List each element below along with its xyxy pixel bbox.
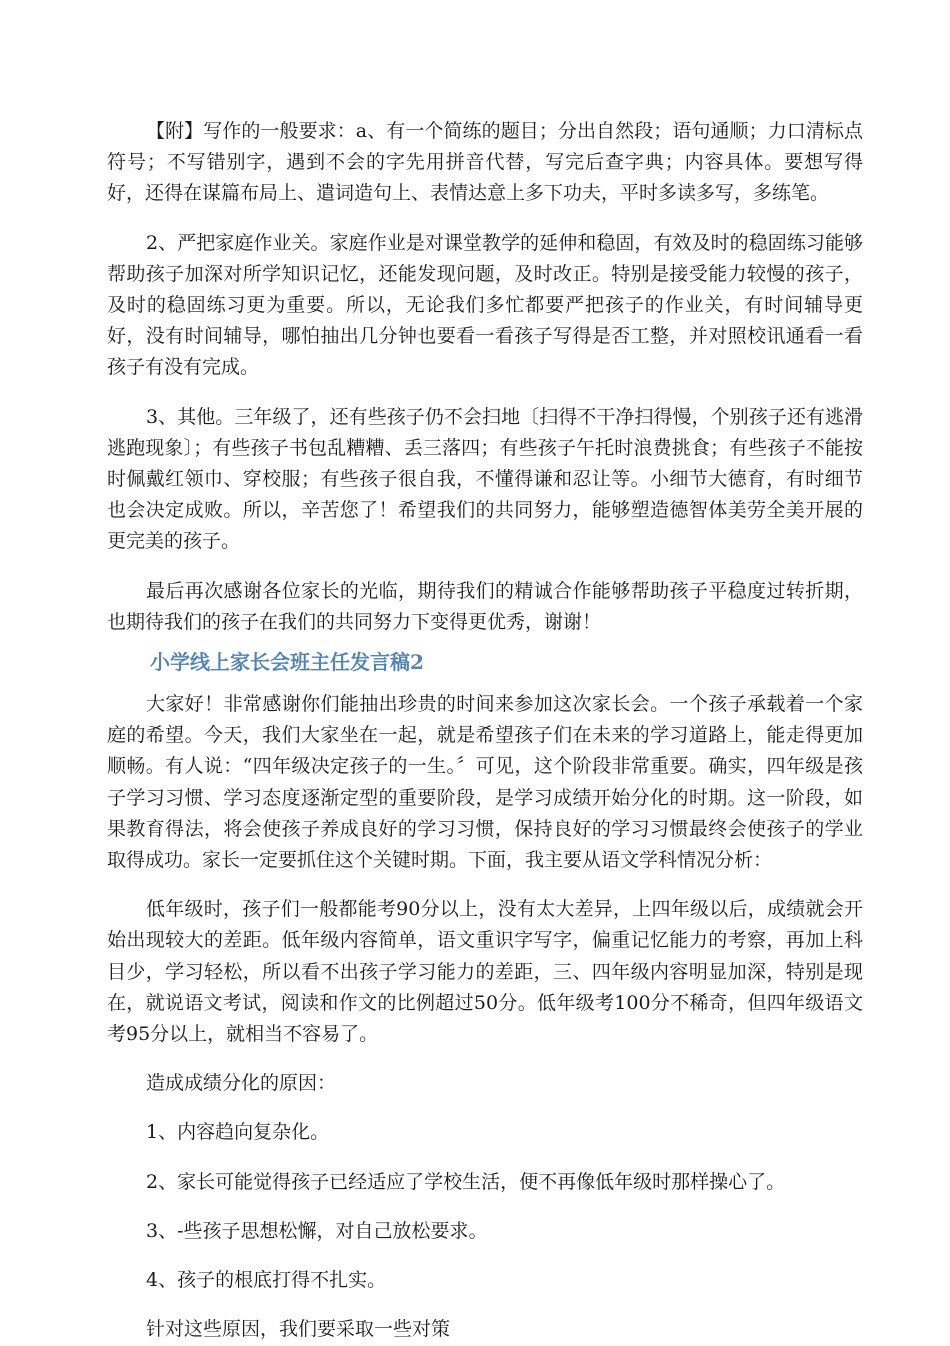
paragraph-measures-intro: 针对这些原因，我们要采取一些对策 xyxy=(146,1318,451,1341)
list-item-cause-4: 4、孩子的根底打得不扎实。 xyxy=(146,1269,387,1292)
paragraph-greeting: 大家好！非常感谢你们能抽出珍贵的时间来参加这次家长会。一个孩子承载着一个家庭的希望。今天，我们大家坐在一起，就是希望孩子们在未来的学习道路上，能走得更加顺畅。有人说：“四年级决定孩子的一生。〞可见，这个阶段非常重要。确实，四年级是孩子学习习惯、学习态度逐渐定型的重要阶段，是学习成绩开始分化的时期。这一阶段，如果教育得法，将会使孩子养成良好的学习习惯，保持良好的学习习惯最终会使孩子的学业取得成功。家长一定要抓住这个关键时期。下面，我主要从语文学科情况分析： xyxy=(107,693,863,872)
paragraph-grade-analysis: 低年级时，孩子们一般都能考90分以上，没有太大差异，上四年级以后，成绩就会开始出现较大的差距。低年级内容简单，语文重识字写字，偏重记忆能力的考察，再加上科目少，学习轻松，所以看不出孩子学习能力的差距，三、四年级内容明显加深，特别是现在，就说语文考试，阅读和作文的比例超过50分。低年级考100分不稀奇，但四年级语文考95分以上，就相当不容易了。 xyxy=(107,898,863,1046)
paragraph-homework: 2、严把家庭作业关。家庭作业是对课堂教学的延伸和稳固，有效及时的稳固练习能够帮助孩子加深对所学知识记忆，还能发现问题，及时改正。特别是接受能力较慢的孩子，及时的稳固练习更为重要。所以，无论我们多忙都要严把孩子的作业关，有时间辅导更好，没有时间辅导，哪怕抽出几分钟也要看一看孩子写得是否工整，并对照校讯通看一看孩子有没有完成。 xyxy=(107,231,863,379)
section-heading: 小学线上家长会班主任发言稿2 xyxy=(150,650,424,675)
list-item-cause-1: 1、内容趋向复杂化。 xyxy=(146,1121,330,1144)
document-page xyxy=(107,116,863,1346)
paragraph-closing: 最后再次感谢各位家长的光临，期待我们的精诚合作能够帮助孩子平稳度过转折期，也期待我们的孩子在我们的共同努力下变得更优秀，谢谢！ xyxy=(107,579,863,633)
paragraph-causes-intro: 造成成绩分化的原因： xyxy=(146,1072,337,1095)
list-item-cause-2: 2、家长可能觉得孩子已经适应了学校生活，便不再像低年级时那样操心了。 xyxy=(146,1170,786,1193)
paragraph-other: 3、其他。三年级了，还有些孩子仍不会扫地〔扫得不干净扫得慢，个别孩子还有逃滑逃跑现象〕；有些孩子书包乱糟糟、丢三落四；有些孩子午托时浪费挑食；有些孩子不能按时佩戴红领巾、穿校服；有些孩子很自我，不懂得谦和忍让等。小细节大德育，有时细节也会决定成败。所以，辛苦您了！希望我们的共同努力，能够塑造德智体美劳全美开展的更完美的孩子。 xyxy=(107,405,863,553)
paragraph-writing-requirements: 【附】写作的一般要求：a、有一个简练的题目；分出自然段；语句通顺；力口清标点符号；不写错别字，遇到不会的字先用拼音代替，写完后查字典；内容具体。要想写得好，还得在谋篇布局上、遣词造句上、表情达意上多下功夫，平时多读多写，多练笔。 xyxy=(107,120,863,205)
list-item-cause-3: 3、-些孩子思想松懈，对自己放松要求。 xyxy=(146,1219,488,1242)
